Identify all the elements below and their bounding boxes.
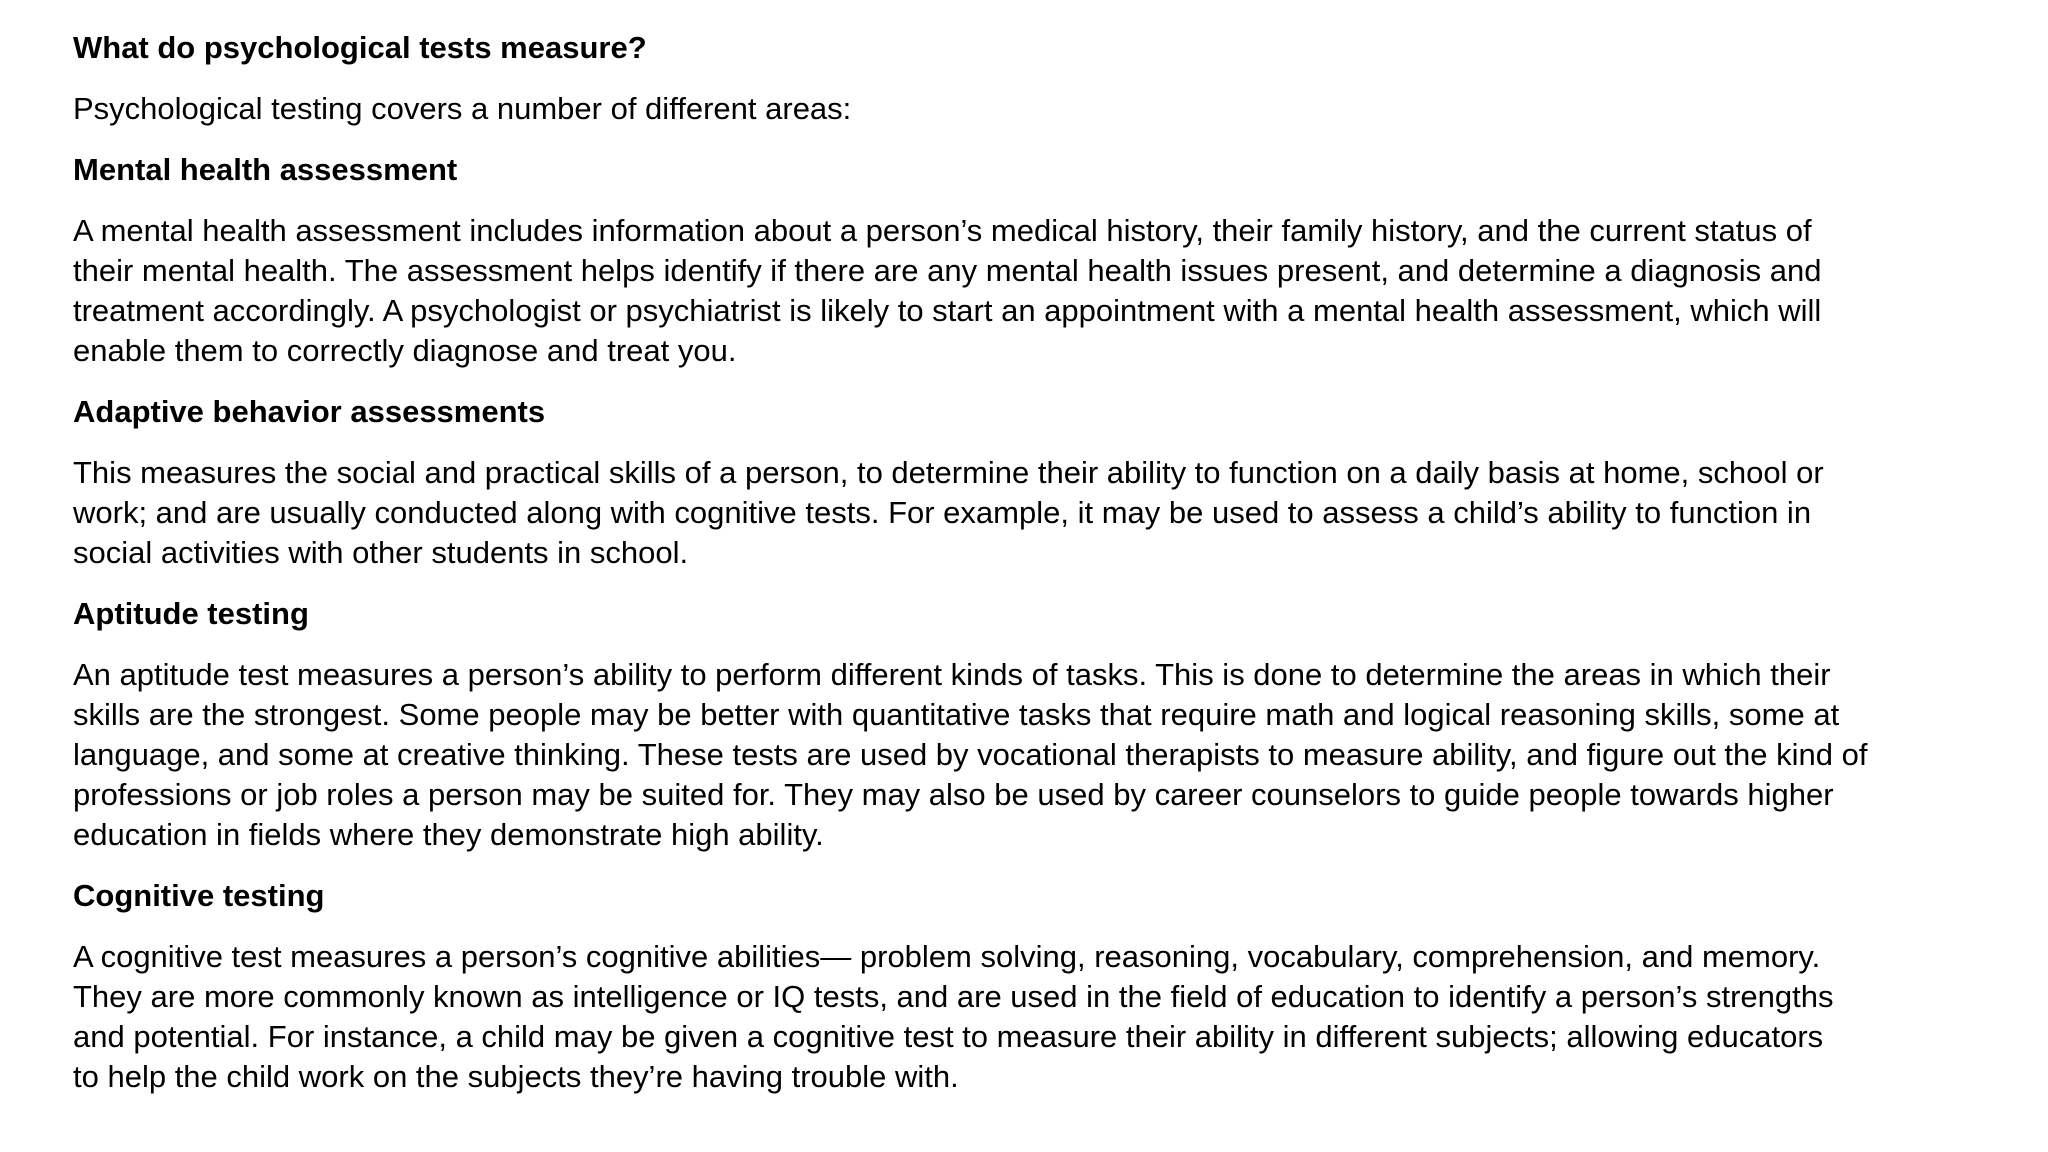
section-heading-aptitude: Aptitude testing: [73, 596, 309, 631]
paragraph-line: social activities with other students in school.: [73, 535, 689, 570]
paragraph-line: language, and some at creative thinking. These tests are used by vocational therapists to measure ability, and figure out the kind of: [73, 737, 1868, 772]
section-paragraph-cognitive: [73, 937, 2033, 1097]
document-body: [73, 28, 2033, 1118]
paragraph-line: An aptitude test measures a person’s ability to perform different kinds of tasks. This is done to determine the areas in which their: [73, 657, 1831, 692]
paragraph-line: A mental health assessment includes information about a person’s medical history, their family history, and the current status of: [73, 213, 1812, 248]
section-paragraph-adaptive-behavior: [73, 453, 2033, 573]
paragraph-line: This measures the social and practical skills of a person, to determine their ability to function on a daily basis at home, school or: [73, 455, 1824, 490]
paragraph-line: professions or job roles a person may be suited for. They may also be used by career counselors to guide people towards higher: [73, 777, 1834, 812]
section-paragraph-mental-health: [73, 211, 2033, 371]
paragraph-line: work; and are usually conducted along with cognitive tests. For example, it may be used to assess a child’s ability to function in: [73, 495, 1812, 530]
paragraph-line: to help the child work on the subjects they’re having trouble with.: [73, 1059, 959, 1094]
section-heading-mental-health: Mental health assessment: [73, 152, 458, 187]
paragraph-line: enable them to correctly diagnose and treat you.: [73, 333, 737, 368]
section-heading-adaptive-behavior: Adaptive behavior assessments: [73, 394, 546, 429]
paragraph-line: They are more commonly known as intelligence or IQ tests, and are used in the field of education to identify a person’s strengths: [73, 979, 1834, 1014]
paragraph-line: skills are the strongest. Some people may be better with quantitative tasks that require math and logical reasoning skills, some at: [73, 697, 1840, 732]
intro-text: Psychological testing covers a number of different areas:: [73, 91, 852, 126]
paragraph-line: their mental health. The assessment helps identify if there are any mental health issues present, and determine a diagnosis and: [73, 253, 1822, 288]
section-paragraph-aptitude: [73, 655, 2033, 855]
paragraph-line: education in fields where they demonstrate high ability.: [73, 817, 824, 852]
page-title: What do psychological tests measure?: [73, 30, 647, 65]
paragraph-line: A cognitive test measures a person’s cognitive abilities— problem solving, reasoning, vocabulary, comprehension, and memory.: [73, 939, 1821, 974]
paragraph-line: treatment accordingly. A psychologist or psychiatrist is likely to start an appointment with a mental health assessment, which will: [73, 293, 1822, 328]
paragraph-line: and potential. For instance, a child may be given a cognitive test to measure their ability in different subjects; allowing educators: [73, 1019, 1824, 1054]
section-heading-cognitive: Cognitive testing: [73, 878, 325, 913]
